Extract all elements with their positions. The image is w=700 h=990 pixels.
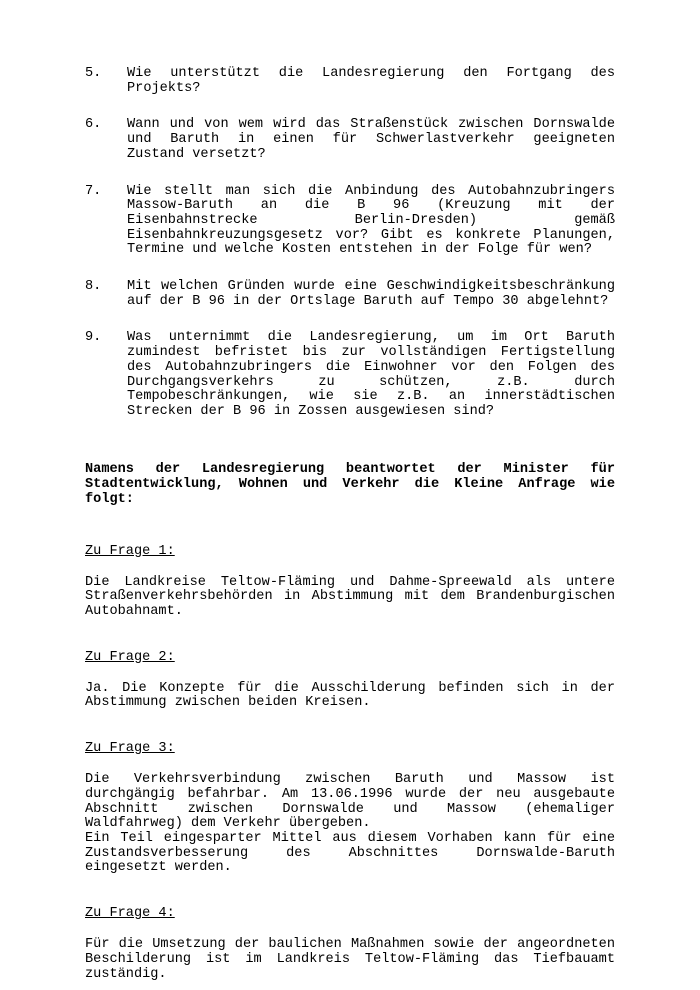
question-text: Wie unterstützt die Landesregierung den Fortgang des Projekts? [127, 66, 615, 96]
answer-heading-2: Zu Frage 2: [85, 649, 175, 665]
question-text: Was unternimmt die Landesregierung, um im Ort Baruth zumindest befristet bis zur vollständigen Fertigstellung des Autobahnzubringers die Einwohner vor den Folgen des Durchgangsverkehrs zu schützen, z.B. durch Tempobeschränkungen, wie sie z.B. an innerstädtischen Strecken der B 96 in Zossen ausgewiesen sind? [127, 330, 615, 419]
question-number: 9. [85, 330, 102, 346]
answer-4 [85, 938, 615, 982]
question-8 [85, 280, 615, 309]
question-number: 5. [85, 66, 102, 81]
document-page [85, 64, 615, 982]
question-9 [85, 331, 615, 419]
answer-paragraph: Ein Teil eingesparter Mittel aus diesem Vorhaben kann für eine Zustandsverbesserung des Abschnittes Dornswalde-Baruth eingesetzt werden. [85, 830, 615, 876]
question-7 [85, 185, 615, 259]
answer-intro: Namens der Landesregierung beantwortet der Minister für Stadtentwicklung, Wohnen und Verkehr die Kleine Anfrage wie folgt: [85, 461, 615, 507]
answer-2 [85, 682, 615, 711]
answer-paragraph: Die Landkreise Teltow-Fläming und Dahme-Spreewald als untere Straßenverkehrsbehörden in Abstimmung mit dem Brandenburgischen Autobahnamt. [85, 574, 615, 620]
question-5 [85, 67, 615, 96]
answer-3 [85, 773, 615, 876]
question-text: Wie stellt man sich die Anbindung des Autobahnzubringers Massow-Baruth an die B 96 (Kreuzung mit der Eisenbahnstrecke Berlin-Dresden) gemäß Eisenbahnkreuzungsgesetz vor? Gibt es konkrete Planungen, Termine und welche Kosten entstehen in der Folge für wen? [127, 183, 615, 258]
question-number: 7. [85, 183, 102, 199]
question-text: Mit welchen Gründen wurde eine Geschwindigkeitsbeschränkung auf der B 96 in der Ortslage Baruth auf Tempo 30 abgelehnt? [127, 279, 615, 309]
question-number: 6. [85, 117, 102, 133]
answer-heading-1: Zu Frage 1: [85, 543, 175, 559]
answer-paragraph: Die Verkehrsverbindung zwischen Baruth und Massow ist durchgängig befahrbar. Am 13.06.1996 wurde der neu ausgebaute Abschnitt zwischen Dornswalde und Massow (ehemaliger Waldfahrweg) dem Verkehr übergeben. [85, 772, 615, 832]
question-number: 8. [85, 279, 102, 295]
answer-paragraph: Für die Umsetzung der baulichen Maßnahmen sowie der angeordneten Beschilderung ist im Landkreis Teltow-Fläming das Tiefbauamt zuständig. [85, 937, 615, 982]
answer-paragraph: Ja. Die Konzepte für die Ausschilderung befinden sich in der Abstimmung zwischen beiden Kreisen. [85, 680, 615, 711]
question-text: Wann und von wem wird das Straßenstück zwischen Dornswalde und Baruth in einen für Schwerlastverkehr geeigneten Zustand versetzt? [127, 117, 615, 162]
answer-heading-3: Zu Frage 3: [85, 741, 175, 757]
answer-1 [85, 576, 615, 620]
question-6 [85, 118, 615, 162]
answer-heading-4: Zu Frage 4: [85, 906, 175, 922]
